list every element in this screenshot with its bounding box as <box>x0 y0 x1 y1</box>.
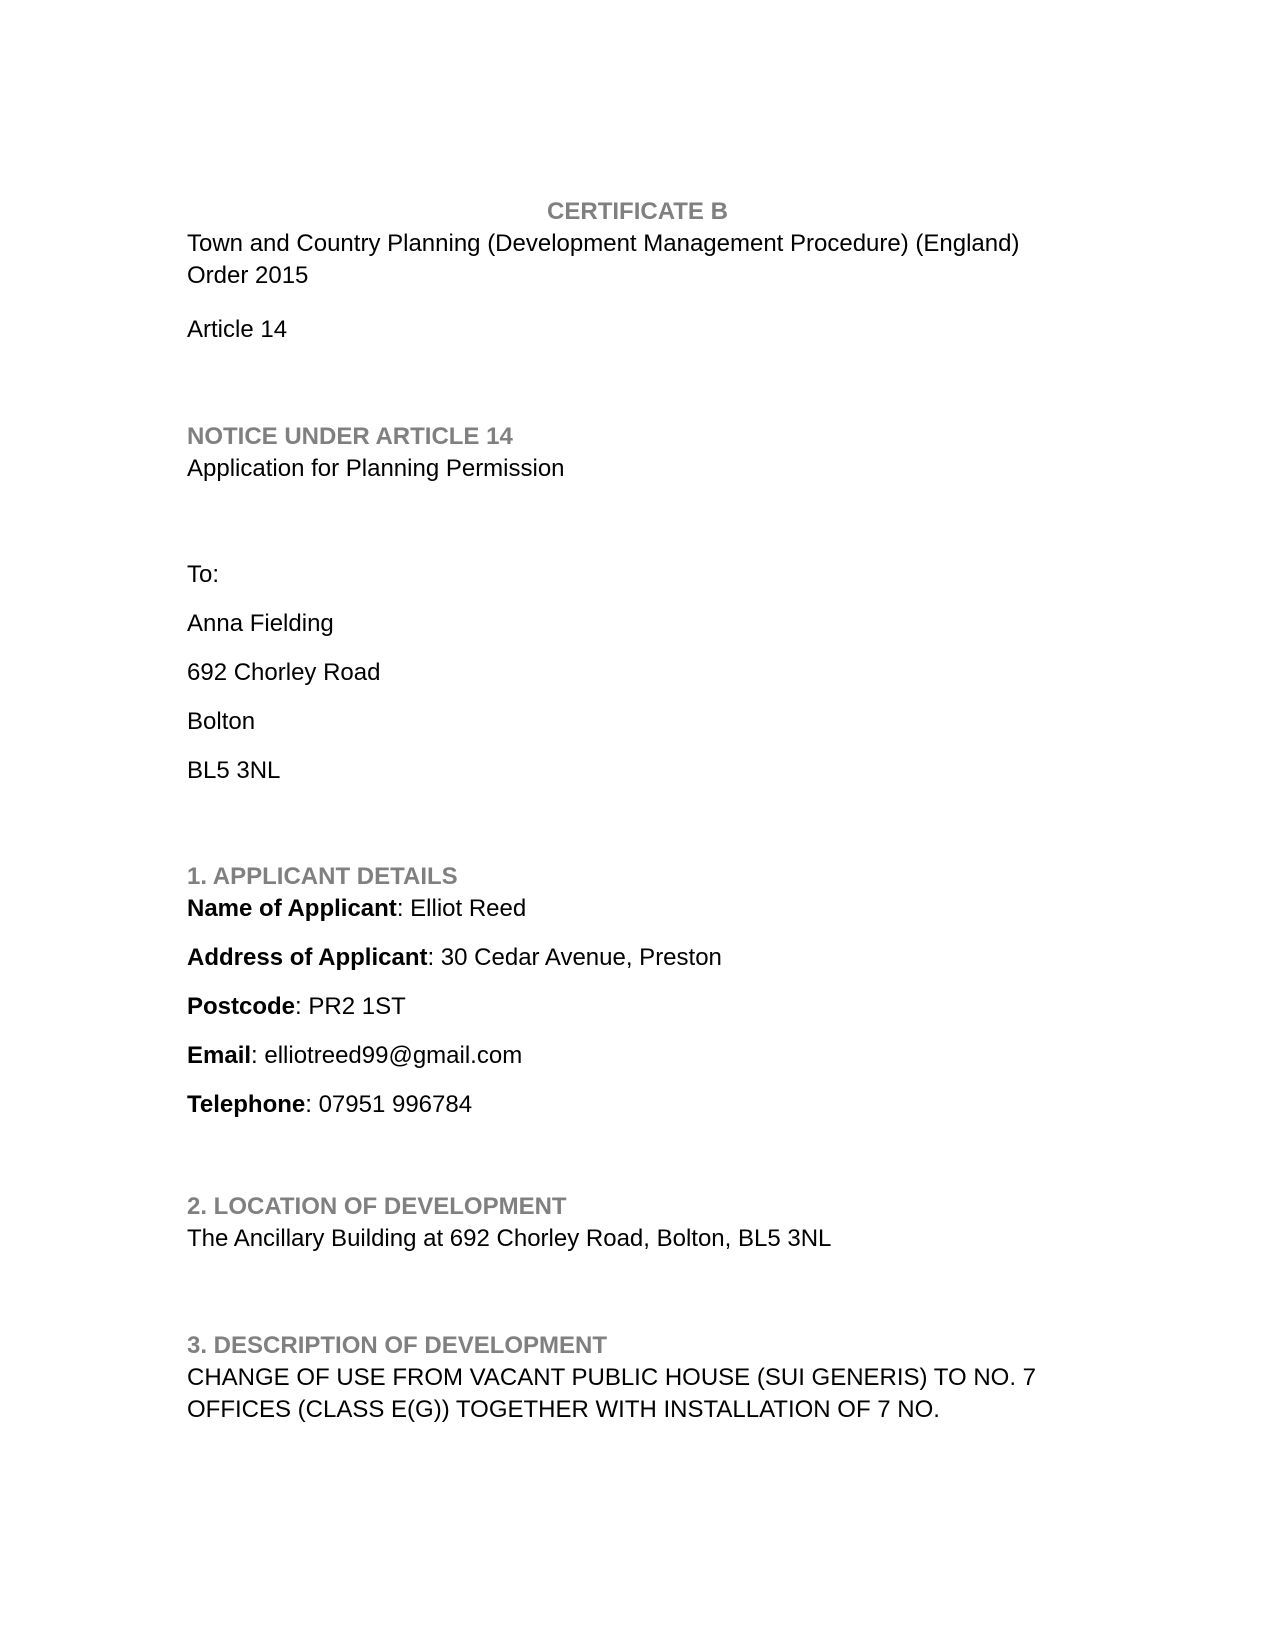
certificate-title: CERTIFICATE B <box>547 198 728 225</box>
notice-heading: NOTICE UNDER ARTICLE 14 <box>187 423 513 450</box>
field-label: Email <box>187 1042 252 1069</box>
description-heading: 3. DESCRIPTION OF DEVELOPMENT <box>187 1332 608 1359</box>
recipient-to-label: To: <box>187 561 220 588</box>
description-line2: OFFICES (CLASS E(G)) TOGETHER WITH INSTALLATION OF 7 NO. <box>187 1396 940 1423</box>
field-value: : elliotreed99@gmail.com <box>251 1042 523 1069</box>
field-label: Postcode <box>187 993 296 1020</box>
field-label: Telephone <box>187 1091 306 1118</box>
applicant-heading: 1. APPLICANT DETAILS <box>187 863 458 890</box>
applicant-name-row <box>187 895 526 923</box>
location-text: The Ancillary Building at 692 Chorley Road, Bolton, BL5 3NL <box>187 1225 832 1252</box>
field-value: : 30 Cedar Avenue, Preston <box>427 944 722 971</box>
order-title-line2: Order 2015 <box>187 262 309 289</box>
order-title-line1: Town and Country Planning (Development Management Procedure) (England) <box>187 230 1020 257</box>
recipient-town: Bolton <box>187 708 256 735</box>
field-value: : Elliot Reed <box>396 895 527 922</box>
recipient-postcode: BL5 3NL <box>187 757 281 784</box>
applicant-email-row <box>187 1042 522 1070</box>
applicant-address-row <box>187 944 722 972</box>
description-line1: CHANGE OF USE FROM VACANT PUBLIC HOUSE (SUI GENERIS) TO NO. 7 <box>187 1364 1037 1391</box>
location-heading: 2. LOCATION OF DEVELOPMENT <box>187 1193 567 1220</box>
notice-subtitle: Application for Planning Permission <box>187 455 565 482</box>
field-value: : PR2 1ST <box>295 993 406 1020</box>
field-label: Address of Applicant <box>187 944 428 971</box>
applicant-postcode-row <box>187 993 406 1021</box>
field-label: Name of Applicant <box>187 895 397 922</box>
applicant-telephone-row <box>187 1091 472 1119</box>
recipient-street: 692 Chorley Road <box>187 659 381 686</box>
field-value: : 07951 996784 <box>305 1091 473 1118</box>
recipient-name: Anna Fielding <box>187 610 334 637</box>
article-reference: Article 14 <box>187 316 288 343</box>
